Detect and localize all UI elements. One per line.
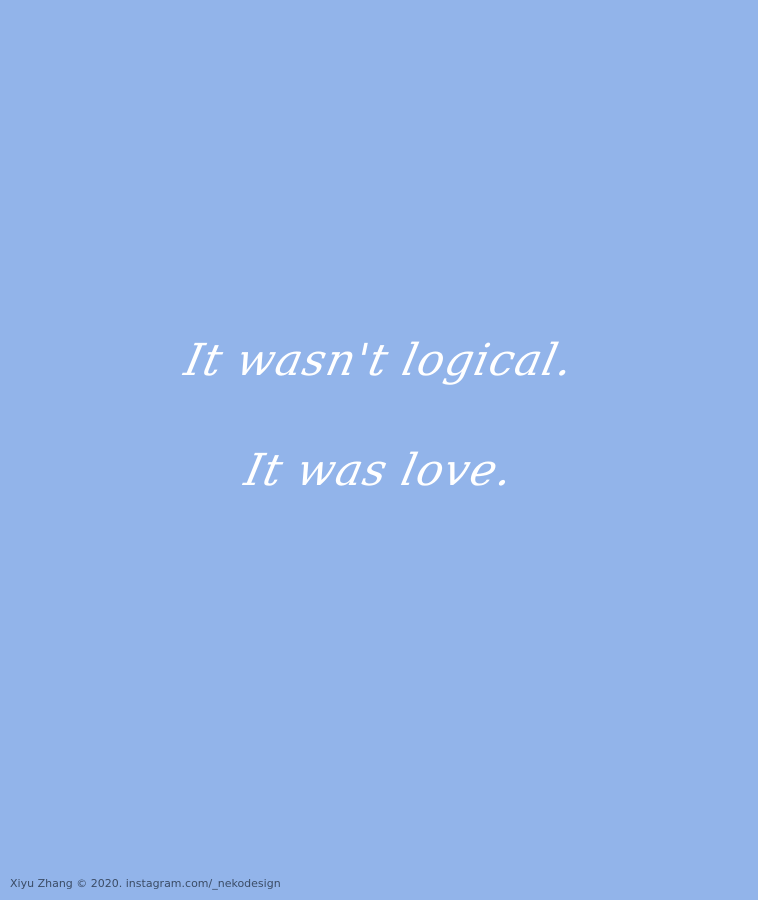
quote-line-1: It wasn't logical.	[179, 335, 579, 386]
quote-line-2: It was love.	[240, 445, 519, 496]
credit-watermark: Xiyu Zhang © 2020. instagram.com/_nekodesign	[10, 877, 281, 890]
